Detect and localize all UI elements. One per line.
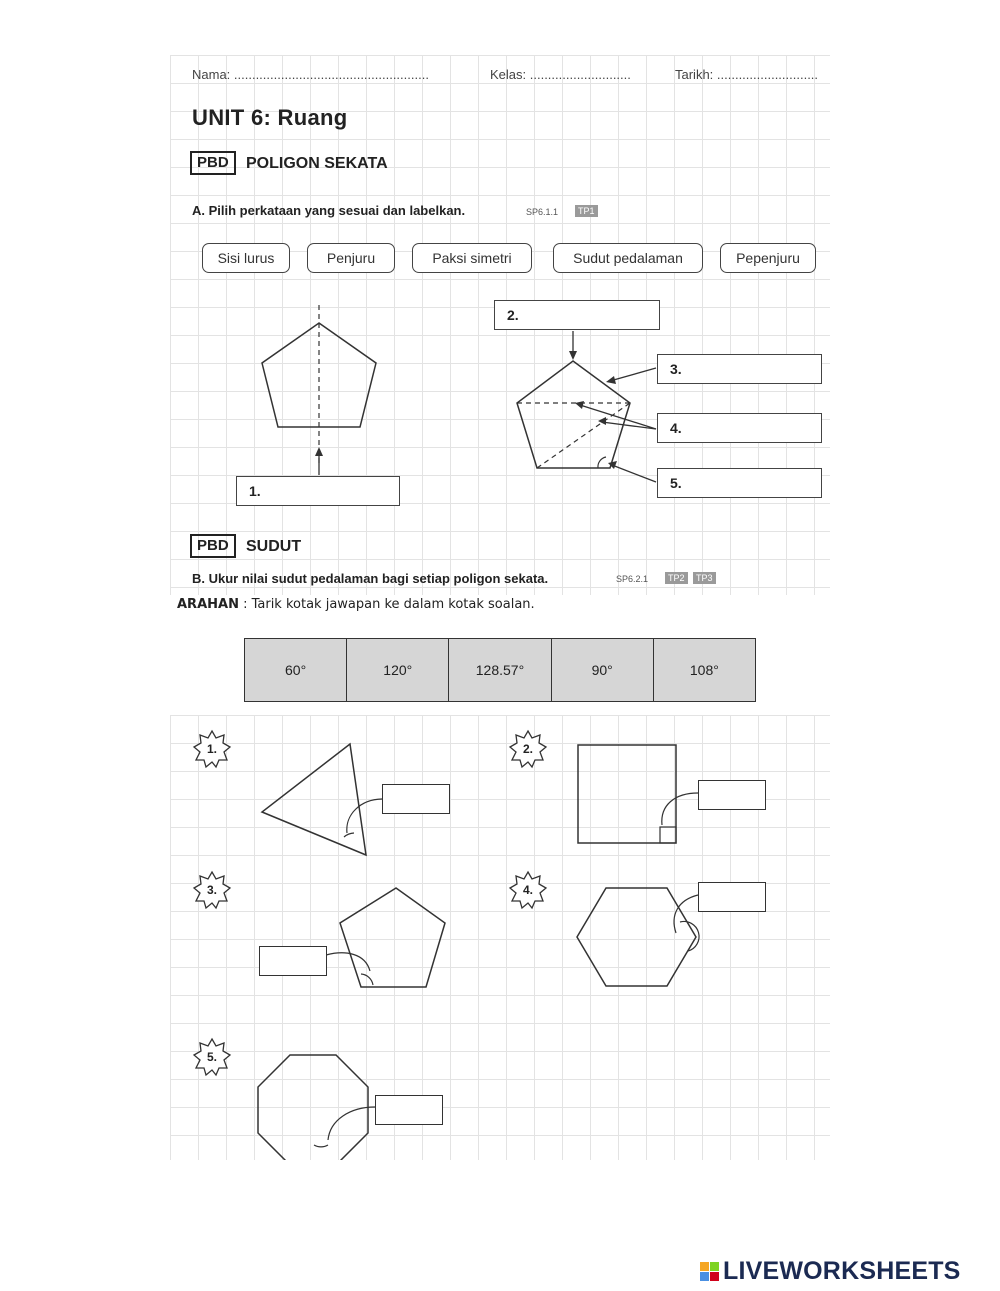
section-b-tp2: TP2 [665, 572, 688, 584]
answer-120[interactable]: 120° [347, 639, 449, 702]
hexagon [577, 888, 696, 986]
label-box-4: 4. [657, 413, 822, 443]
section-a-title: POLIGON SEKATA [246, 155, 388, 172]
answer-90[interactable]: 90° [551, 639, 653, 702]
logo-block-2 [710, 1262, 719, 1271]
question-2-number: 2. [522, 742, 533, 756]
class-field-label: Kelas: ............................ [490, 67, 631, 82]
pentagon-left [262, 323, 376, 427]
q3-angle-arc [361, 974, 373, 985]
label-box-2: 2. [494, 300, 660, 330]
word-penjuru: Penjuru [307, 243, 395, 273]
question-3-number: 3. [206, 883, 217, 897]
instruction-line [177, 597, 535, 612]
unit-title: UNIT 6: Ruang [192, 105, 348, 130]
q5-angle-arc [314, 1145, 328, 1147]
triangle [262, 744, 366, 855]
liveworksheets-logo[interactable] [700, 1257, 961, 1286]
square [578, 745, 676, 843]
worksheet-bottom-section [170, 715, 830, 1160]
q3-arrow [326, 953, 370, 971]
drop-box-3[interactable] [259, 946, 327, 976]
pbd-badge-b: PBD [190, 534, 236, 558]
arrow-1-head [315, 447, 323, 456]
word-pepenjuru: Pepenjuru [720, 243, 816, 273]
q2-right-angle [660, 827, 676, 843]
interior-angle-arc [598, 457, 606, 468]
worksheet-top-section [170, 55, 830, 595]
word-paksi-simetri: Paksi simetri [412, 243, 532, 273]
octagon [258, 1055, 368, 1160]
answer-60[interactable]: 60° [245, 639, 347, 702]
arrow-4a-head [575, 401, 584, 409]
q2-arrow [662, 793, 698, 825]
question-5-number: 5. [206, 1050, 217, 1064]
question-1-number: 1. [206, 742, 217, 756]
label-box-5: 5. [657, 468, 822, 498]
arahan-label: ARAHAN [177, 597, 239, 612]
q4-arrow [674, 895, 698, 933]
section-b-code: SP6.2.1 [616, 574, 649, 584]
arrow-3-line [610, 368, 656, 381]
arahan-text: : Tarik kotak jawapan ke dalam kotak soalan. [238, 597, 535, 612]
pbd-badge-a: PBD [190, 151, 236, 175]
logo-block-4 [710, 1272, 719, 1281]
arrow-3-head [606, 376, 616, 384]
q1-arrow [347, 799, 383, 833]
arrow-2-head [569, 351, 577, 360]
answer-bank [244, 638, 756, 702]
logo-block-1 [700, 1262, 709, 1271]
section-b-instruction: B. Ukur nilai sudut pedalaman bagi setiap poligon sekata. [192, 571, 549, 586]
q1-angle-arc [344, 833, 354, 837]
section-b-tp3: TP3 [693, 572, 716, 584]
word-sisi-lurus: Sisi lurus [202, 243, 290, 273]
drop-box-1[interactable] [382, 784, 450, 814]
label-box-1: 1. [236, 476, 400, 506]
label-box-3: 3. [657, 354, 822, 384]
arrow-4b-line [602, 422, 656, 429]
logo-icon [700, 1262, 719, 1281]
logo-block-3 [700, 1272, 709, 1281]
drop-box-4[interactable] [698, 882, 766, 912]
name-field-label: Nama: ...................................................... [192, 67, 429, 82]
arrow-5-line [612, 465, 656, 482]
arrow-4a-line [580, 405, 656, 429]
question-4-number: 4. [522, 883, 533, 897]
diagonal-cross [537, 403, 630, 468]
section-a-tp: TP1 [575, 205, 598, 217]
date-field-label: Tarikh: ............................ [675, 67, 819, 82]
drop-box-5[interactable] [375, 1095, 443, 1125]
drop-box-2[interactable] [698, 780, 766, 810]
section-a-instruction: A. Pilih perkataan yang sesuai dan labelkan. [192, 203, 466, 218]
answer-128-57[interactable]: 128.57° [449, 639, 551, 702]
logo-text: LIVEWORKSHEETS [723, 1257, 961, 1285]
section-b-title: SUDUT [246, 538, 302, 555]
section-a-code: SP6.1.1 [526, 207, 559, 217]
word-sudut-pedalaman: Sudut pedalaman [553, 243, 703, 273]
pentagon [340, 888, 445, 987]
answer-108[interactable]: 108° [653, 639, 755, 702]
